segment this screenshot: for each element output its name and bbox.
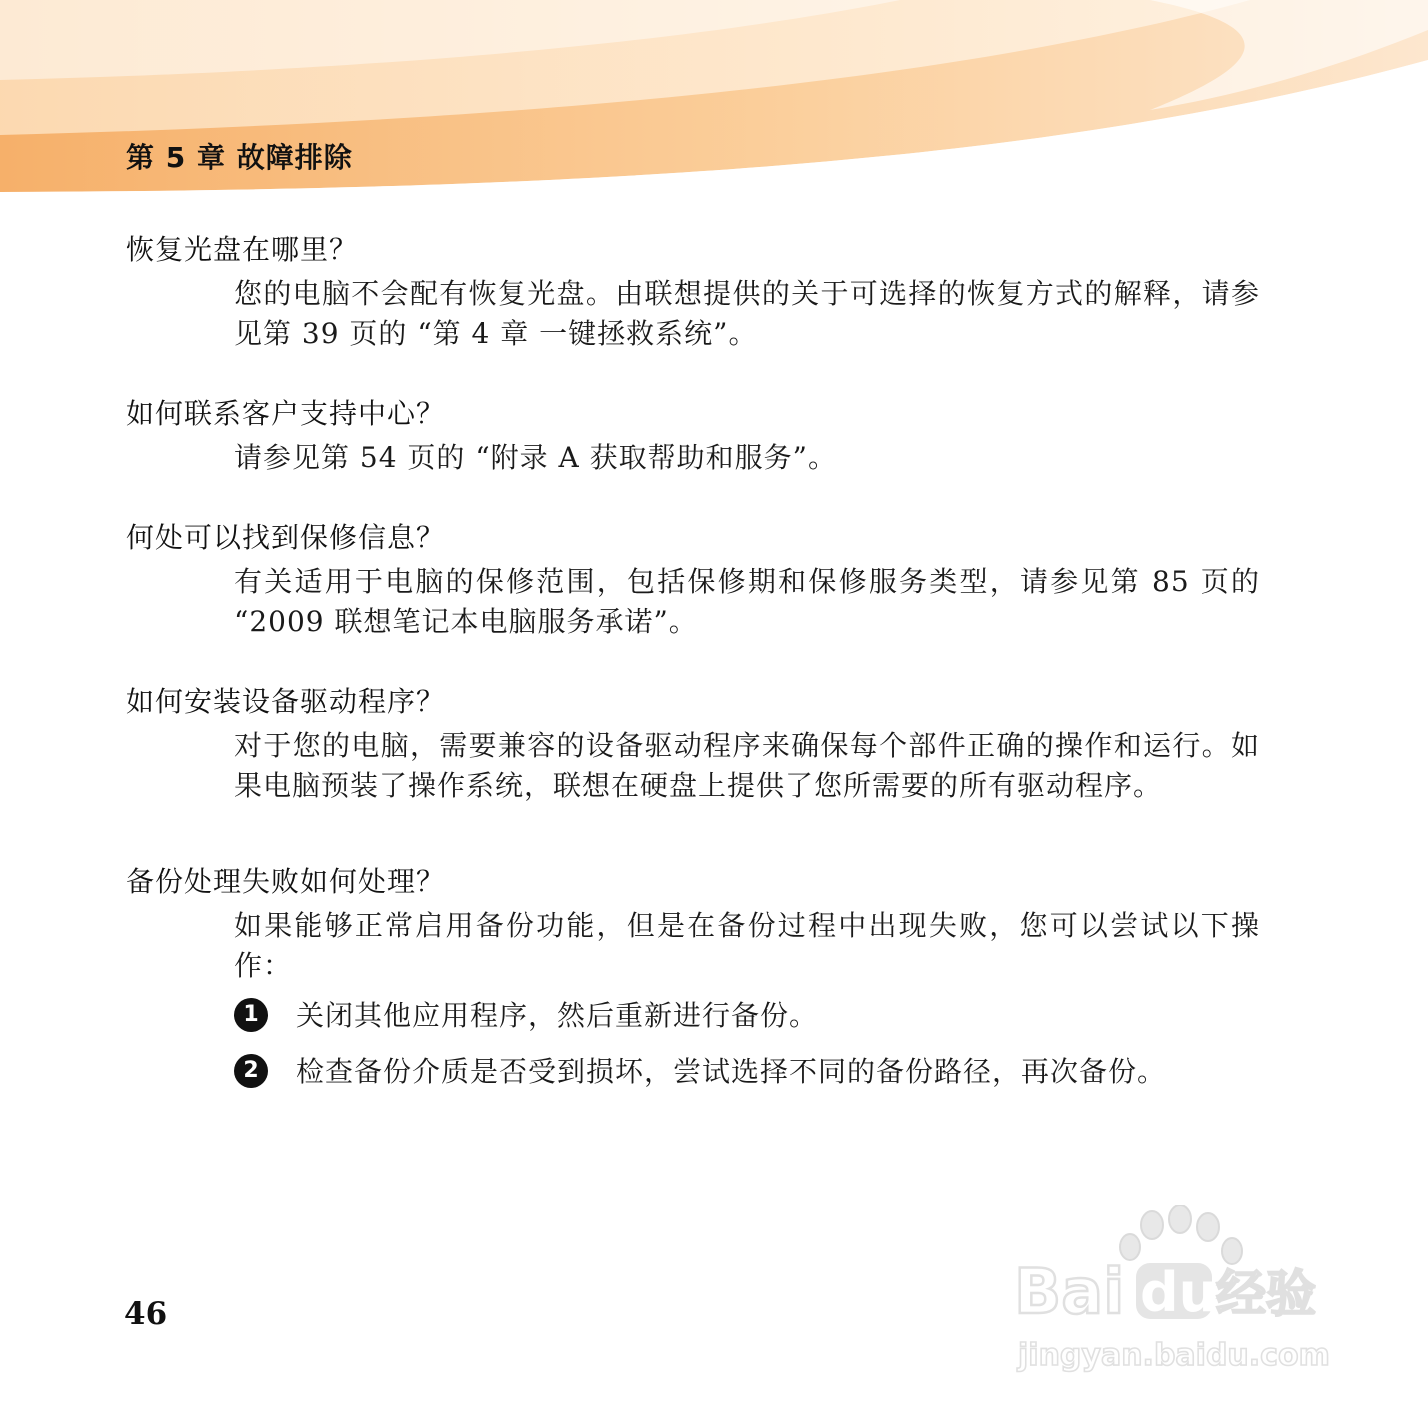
step-item-1: [234, 996, 1274, 1036]
chapter-title: 第 5 章 故障排除: [126, 141, 353, 174]
faq-question-2: 如何联系客户支持中心？: [126, 397, 446, 430]
step-number-badge: 2: [234, 1054, 268, 1088]
faq-answer-4: 对于您的电脑，需要兼容的设备驱动程序来确保每个部件正确的操作和运行。如果电脑预装了操作系统，联想在硬盘上提供了您所需要的所有驱动程序。: [234, 729, 1260, 802]
svg-text:经验: 经验: [1216, 1265, 1316, 1323]
faq-answer-3: 有关适用于电脑的保修范围，包括保修期和保修服务类型，请参见第 85 页的 “2009 联想笔记本电脑服务承诺”。: [234, 565, 1260, 638]
faq-question-4: 如何安装设备驱动程序？: [126, 685, 446, 718]
faq-answer-2: 请参见第 54 页的 “附录 A 获取帮助和服务”。: [234, 441, 837, 474]
step-text: 检查备份介质是否受到损坏，尝试选择不同的备份路径，再次备份。: [296, 1055, 1167, 1088]
faq-answer-1: 您的电脑不会配有恢复光盘。由联想提供的关于可选择的恢复方式的解释，请参见第 39 页的 “第 4 章 一键拯救系统”。: [234, 277, 1260, 350]
svg-text:Bai: Bai: [1014, 1255, 1125, 1328]
faq-question-1: 恢复光盘在哪里？: [126, 233, 359, 266]
svg-text:du: du: [1140, 1261, 1218, 1324]
baidu-jingyan-watermark: [1000, 1205, 1360, 1385]
faq-answer-5: 如果能够正常启用备份功能，但是在备份过程中出现失败，您可以尝试以下操作：: [234, 909, 1260, 982]
paw-icon: [1120, 1205, 1242, 1264]
faq-question-3: 何处可以找到保修信息？: [126, 521, 446, 554]
step-item-2: [234, 1052, 1274, 1092]
step-number-badge: 1: [234, 998, 268, 1032]
svg-text:jingyan.baidu.com: jingyan.baidu.com: [1018, 1338, 1330, 1373]
faq-question-5: 备份处理失败如何处理？: [126, 865, 446, 898]
step-text: 关闭其他应用程序，然后重新进行备份。: [296, 999, 819, 1032]
page-number: 46: [124, 1296, 168, 1332]
